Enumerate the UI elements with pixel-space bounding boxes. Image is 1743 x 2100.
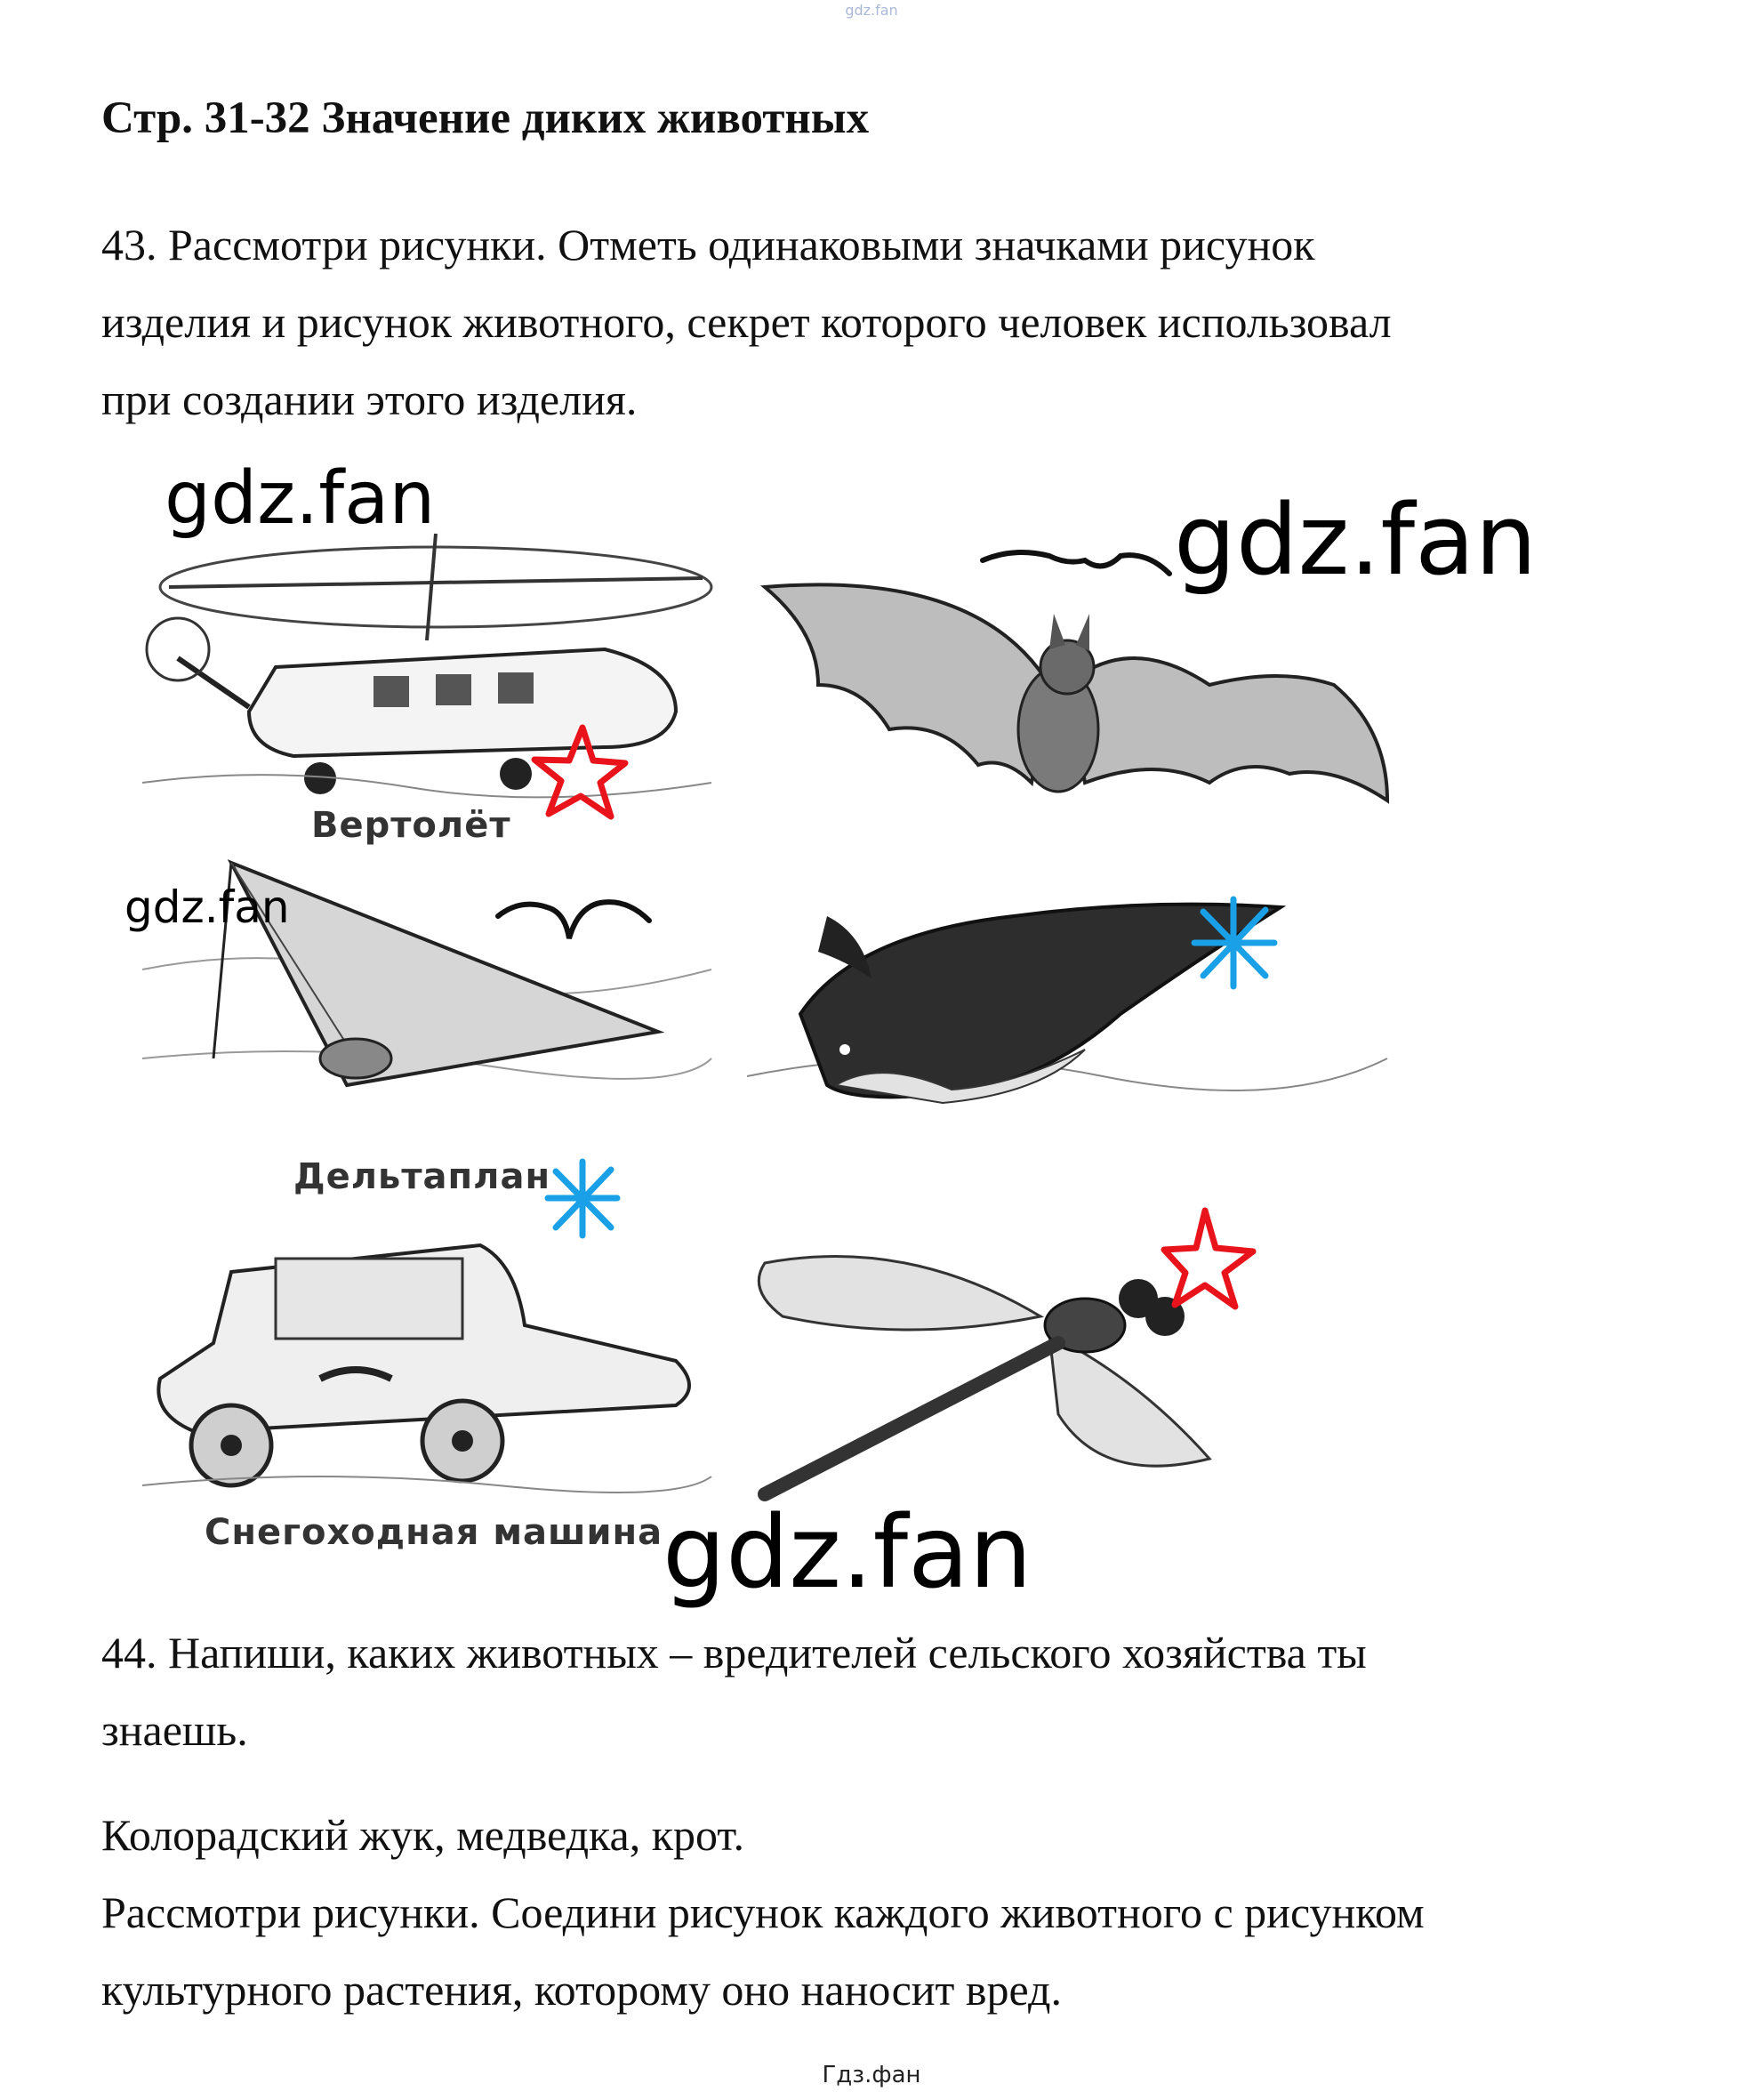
task-43-line: 43. Рассмотри рисунки. Отметь одинаковыми значками рисунок (101, 220, 1315, 270)
star-mark (1161, 1205, 1258, 1312)
task-44-text (101, 1614, 1667, 1769)
illustration-figure (124, 456, 1538, 1611)
task-44-answer (101, 1797, 1667, 2029)
asterisk-mark (1187, 894, 1281, 992)
watermark: gdz.fan (1174, 483, 1538, 597)
task-43-line: при создании этого изделия. (101, 374, 638, 424)
caption-hang-glider: Дельтаплан (293, 1156, 551, 1197)
bird-scribble-mark (494, 889, 654, 952)
watermark: gdz.fan (663, 1495, 1032, 1611)
top-watermark: gdz.fan (845, 2, 898, 19)
star-mark (529, 720, 627, 823)
task-44-line: 44. Напиши, каких животных – вредителей сельского хозяйства ты (101, 1628, 1367, 1678)
task-43-line: изделия и рисунок животного, секрет которого человек использовал (101, 297, 1392, 347)
answer-line: Колорадский жук, медведка, крот. (101, 1810, 744, 1860)
next-task-line: культурного растения, которому оно наносит вред. (101, 1965, 1062, 2015)
watermark: gdz.fan (165, 456, 436, 541)
task-44-line: знаешь. (101, 1705, 248, 1755)
watermark: gdz.fan (124, 881, 290, 933)
next-task-line: Рассмотри рисунки. Соедини рисунок каждого животного с рисунком (101, 1887, 1425, 1937)
helicopter-drawing (142, 516, 729, 801)
snow-vehicle-drawing (142, 1210, 711, 1503)
scribble-mark (978, 534, 1174, 587)
penguin-drawing (747, 881, 1387, 1147)
page-title: Стр. 31-32 Значение диких животных (101, 93, 870, 143)
caption-snow-vehicle: Снегоходная машина (205, 1512, 663, 1553)
task-43-text (101, 206, 1667, 439)
page-footer: Гдз.фан (822, 2062, 921, 2088)
dragonfly-drawing (729, 1210, 1352, 1503)
caption-helicopter: Вертолёт (311, 805, 511, 846)
